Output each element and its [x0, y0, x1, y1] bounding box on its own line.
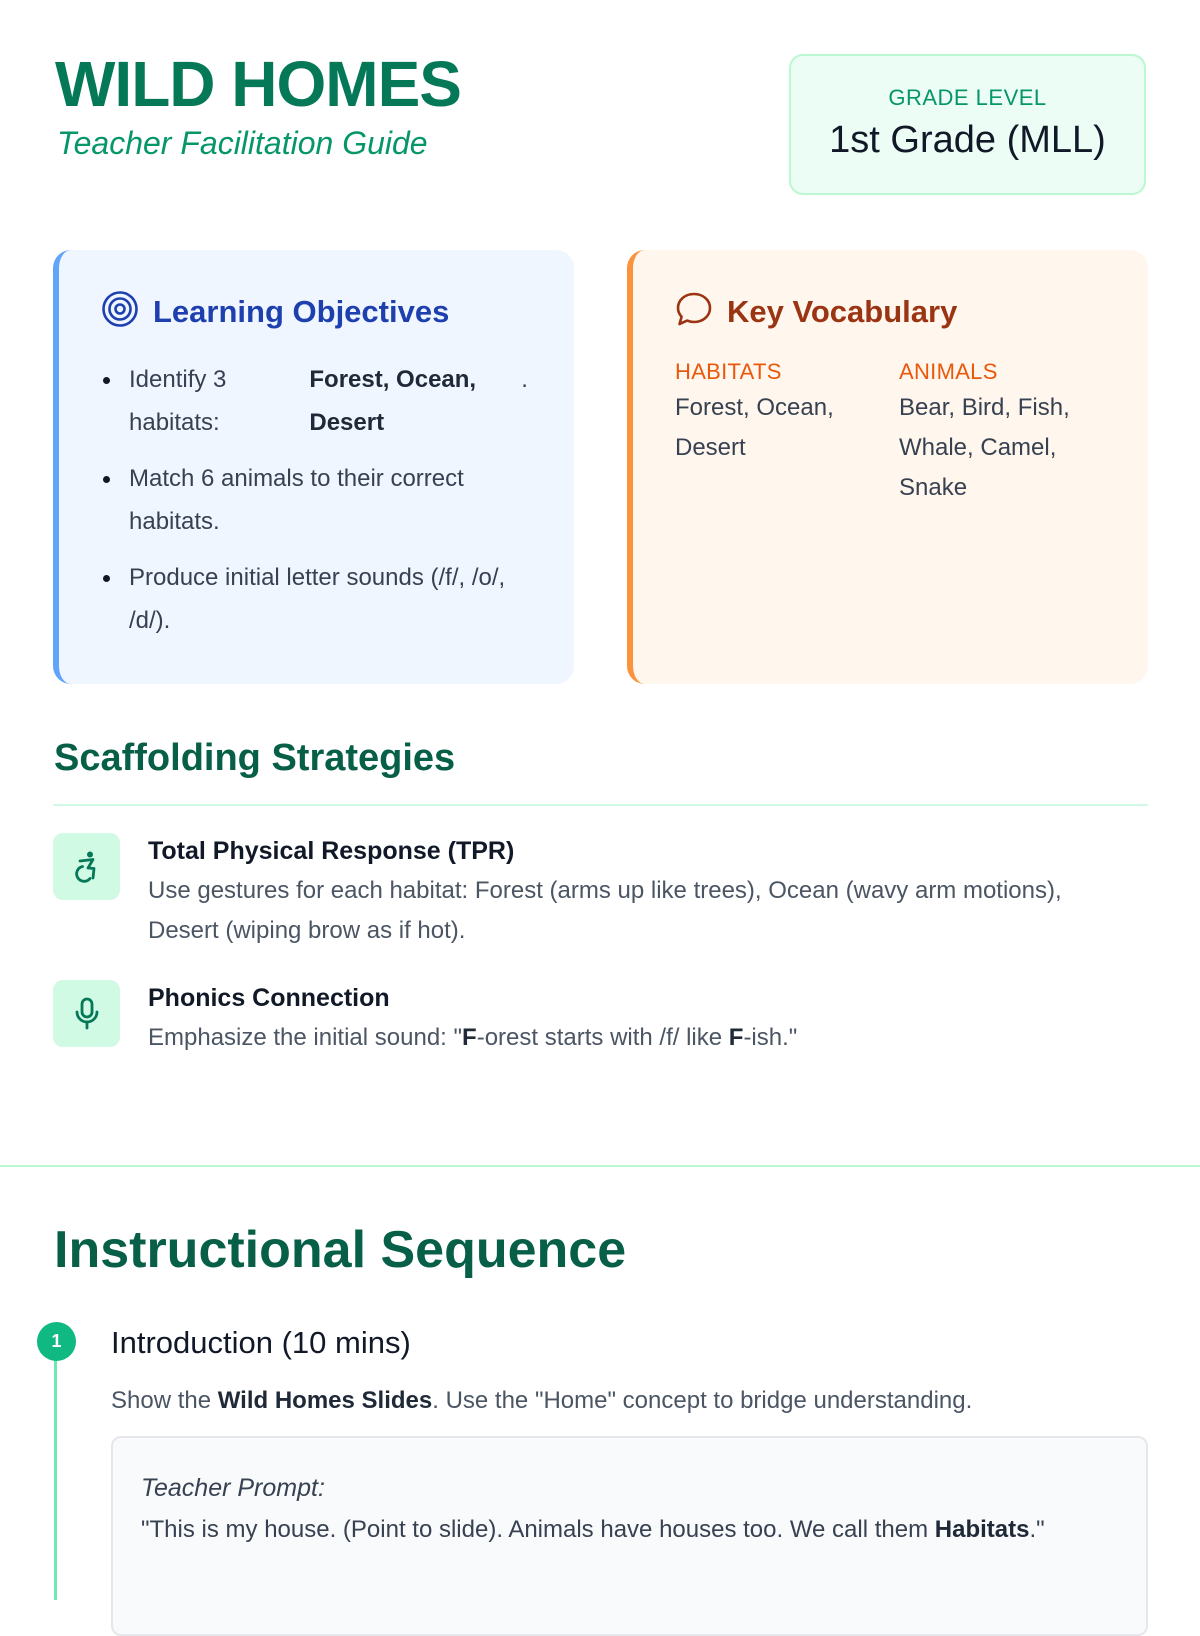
- prompt-text-part: .": [1029, 1516, 1045, 1543]
- strategy-title: Total Physical Response (TPR): [148, 837, 515, 865]
- section-divider: [0, 1165, 1200, 1167]
- objectives-list: [101, 358, 541, 655]
- phonics-text-part: Emphasize the initial sound: ": [148, 1024, 463, 1051]
- step-description: [111, 1385, 972, 1417]
- page-title: WILD HOMES: [55, 48, 461, 120]
- teacher-prompt-label: Teacher Prompt:: [141, 1474, 325, 1502]
- learning-objectives-header: [101, 290, 449, 333]
- accessibility-icon: [53, 833, 120, 900]
- key-vocabulary-card: [627, 250, 1148, 684]
- teacher-prompt-text: [141, 1510, 1101, 1550]
- step-text-part: . Use the "Home" concept to bridge understanding.: [432, 1387, 973, 1414]
- animals-label: ANIMALS: [899, 359, 998, 384]
- animals-list: Bear, Bird, Fish, Whale, Camel, Snake: [899, 394, 1070, 501]
- objective-item: Produce initial letter sounds (/f/, /o/, /d/).: [101, 556, 541, 642]
- objective-item: [101, 358, 541, 444]
- grade-level-value: 1st Grade (MLL): [829, 119, 1106, 161]
- scaffolding-heading: Scaffolding Strategies: [54, 737, 456, 779]
- step-number-badge: 1: [37, 1322, 76, 1361]
- speech-bubble-icon: [675, 290, 713, 333]
- learning-objectives-title: Learning Objectives: [153, 294, 450, 329]
- habitats-column: [675, 358, 899, 508]
- habitats-label: HABITATS: [675, 359, 782, 384]
- animals-column: [899, 358, 1123, 508]
- objective-habitats: Forest, Ocean, Desert: [309, 366, 477, 436]
- strategy-title: Phonics Connection: [148, 984, 390, 1012]
- timeline-line: [54, 1360, 57, 1600]
- vocabulary-columns: [675, 358, 1123, 508]
- grade-level-label: GRADE LEVEL: [888, 85, 1047, 110]
- habitats-list: Forest, Ocean, Desert: [675, 394, 834, 461]
- step-text-part: Show the: [111, 1387, 218, 1414]
- prompt-bold-text: Habitats: [934, 1516, 1030, 1543]
- grade-level-card: [789, 54, 1146, 195]
- strategy-description: Use gestures for each habitat: Forest (arms up like trees), Ocean (wavy arm motions), Desert (wiping brow as if hot).: [148, 877, 1062, 944]
- instructional-sequence-heading: Instructional Sequence: [54, 1221, 627, 1279]
- step-bold-text: Wild Homes Slides: [217, 1387, 433, 1414]
- phonics-text-part: -orest starts with /f/ like: [476, 1024, 729, 1051]
- target-icon: [101, 290, 139, 333]
- key-vocabulary-title: Key Vocabulary: [727, 294, 958, 329]
- page-subtitle: Teacher Facilitation Guide: [57, 125, 428, 161]
- prompt-text-part: "This is my house. (Point to slide). Animals have houses too. We call them: [141, 1516, 935, 1543]
- strategy-description: [148, 1018, 1128, 1058]
- teacher-prompt-box: [111, 1436, 1148, 1636]
- objective-period: .: [521, 366, 528, 393]
- objective-text: Identify 3 habitats:: [129, 366, 227, 436]
- scaffolding-divider: [53, 804, 1148, 806]
- key-vocabulary-header: [675, 290, 957, 333]
- microphone-icon: [53, 980, 120, 1047]
- phonics-bold-letter: F: [728, 1024, 744, 1051]
- step-title: Introduction (10 mins): [111, 1325, 411, 1360]
- phonics-text-part: -ish.": [743, 1024, 798, 1051]
- phonics-bold-letter: F: [462, 1024, 477, 1051]
- learning-objectives-card: [53, 250, 574, 684]
- objective-item: Match 6 animals to their correct habitats.: [101, 457, 541, 543]
